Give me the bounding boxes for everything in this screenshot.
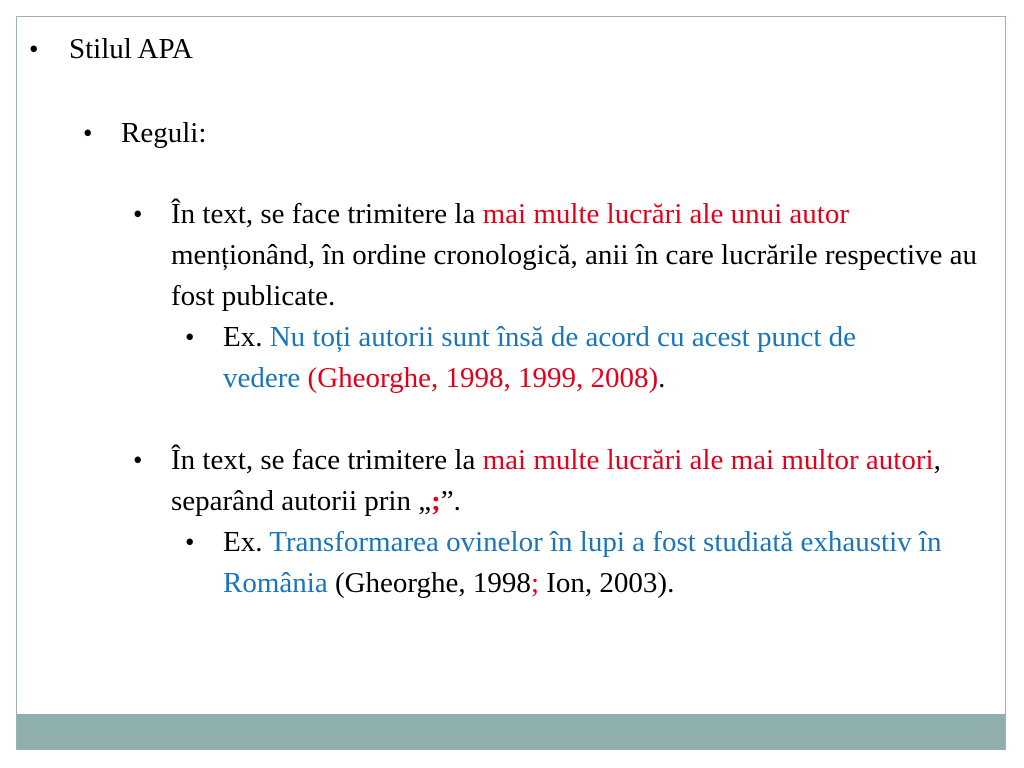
rule-1-part2: menționând, în ordine cronologică, anii în care lucrările respective au fost publicate.: [171, 239, 978, 312]
example-1-text: [223, 317, 923, 399]
rule-1-part1: În text, se face trimitere la: [171, 198, 483, 230]
example-2-text: [223, 522, 968, 604]
subheading-text: Reguli:: [121, 117, 207, 149]
rule-1-text: [171, 194, 981, 317]
bullet-icon: •: [29, 34, 39, 64]
rule-2-separator: ;: [431, 485, 441, 517]
bullet-icon: •: [133, 445, 143, 475]
example-1-quote: Nu toți autorii sunt însă de acord cu acest punct de vedere: [223, 321, 856, 394]
bullet-icon: •: [133, 199, 143, 229]
rule-2-highlight: mai multe lucrări ale mai multor autori: [482, 444, 934, 476]
rule-2-part2: , separând autorii prin „: [171, 444, 941, 517]
bullet-icon: •: [185, 527, 195, 557]
footer-bar: [17, 714, 1005, 749]
example-1-citation: (Gheorghe, 1998, 1999, 2008): [300, 362, 659, 394]
example-1-prefix: Ex.: [223, 321, 270, 353]
rule-2-text: [171, 440, 981, 522]
bullet-icon: •: [185, 322, 195, 352]
example-1-end: .: [658, 362, 666, 394]
rule-1-highlight: mai multe lucrări ale unui autor: [482, 198, 850, 230]
example-2-citation-b: Ion, 2003).: [539, 567, 675, 599]
rule-2-part3: ”.: [440, 485, 461, 517]
bullet-icon: •: [83, 118, 93, 148]
example-2-quote: Transformarea ovinelor în lupi a fost studiată exhaustiv în România: [223, 526, 942, 599]
rule-2-part1: În text, se face trimitere la: [171, 444, 483, 476]
example-2-citation-a: (Gheorghe, 1998: [327, 567, 531, 599]
example-2-prefix: Ex.: [223, 526, 270, 558]
example-2-separator: ;: [530, 567, 539, 599]
heading-text: Stilul APA: [69, 33, 193, 65]
slide: [16, 16, 1006, 750]
